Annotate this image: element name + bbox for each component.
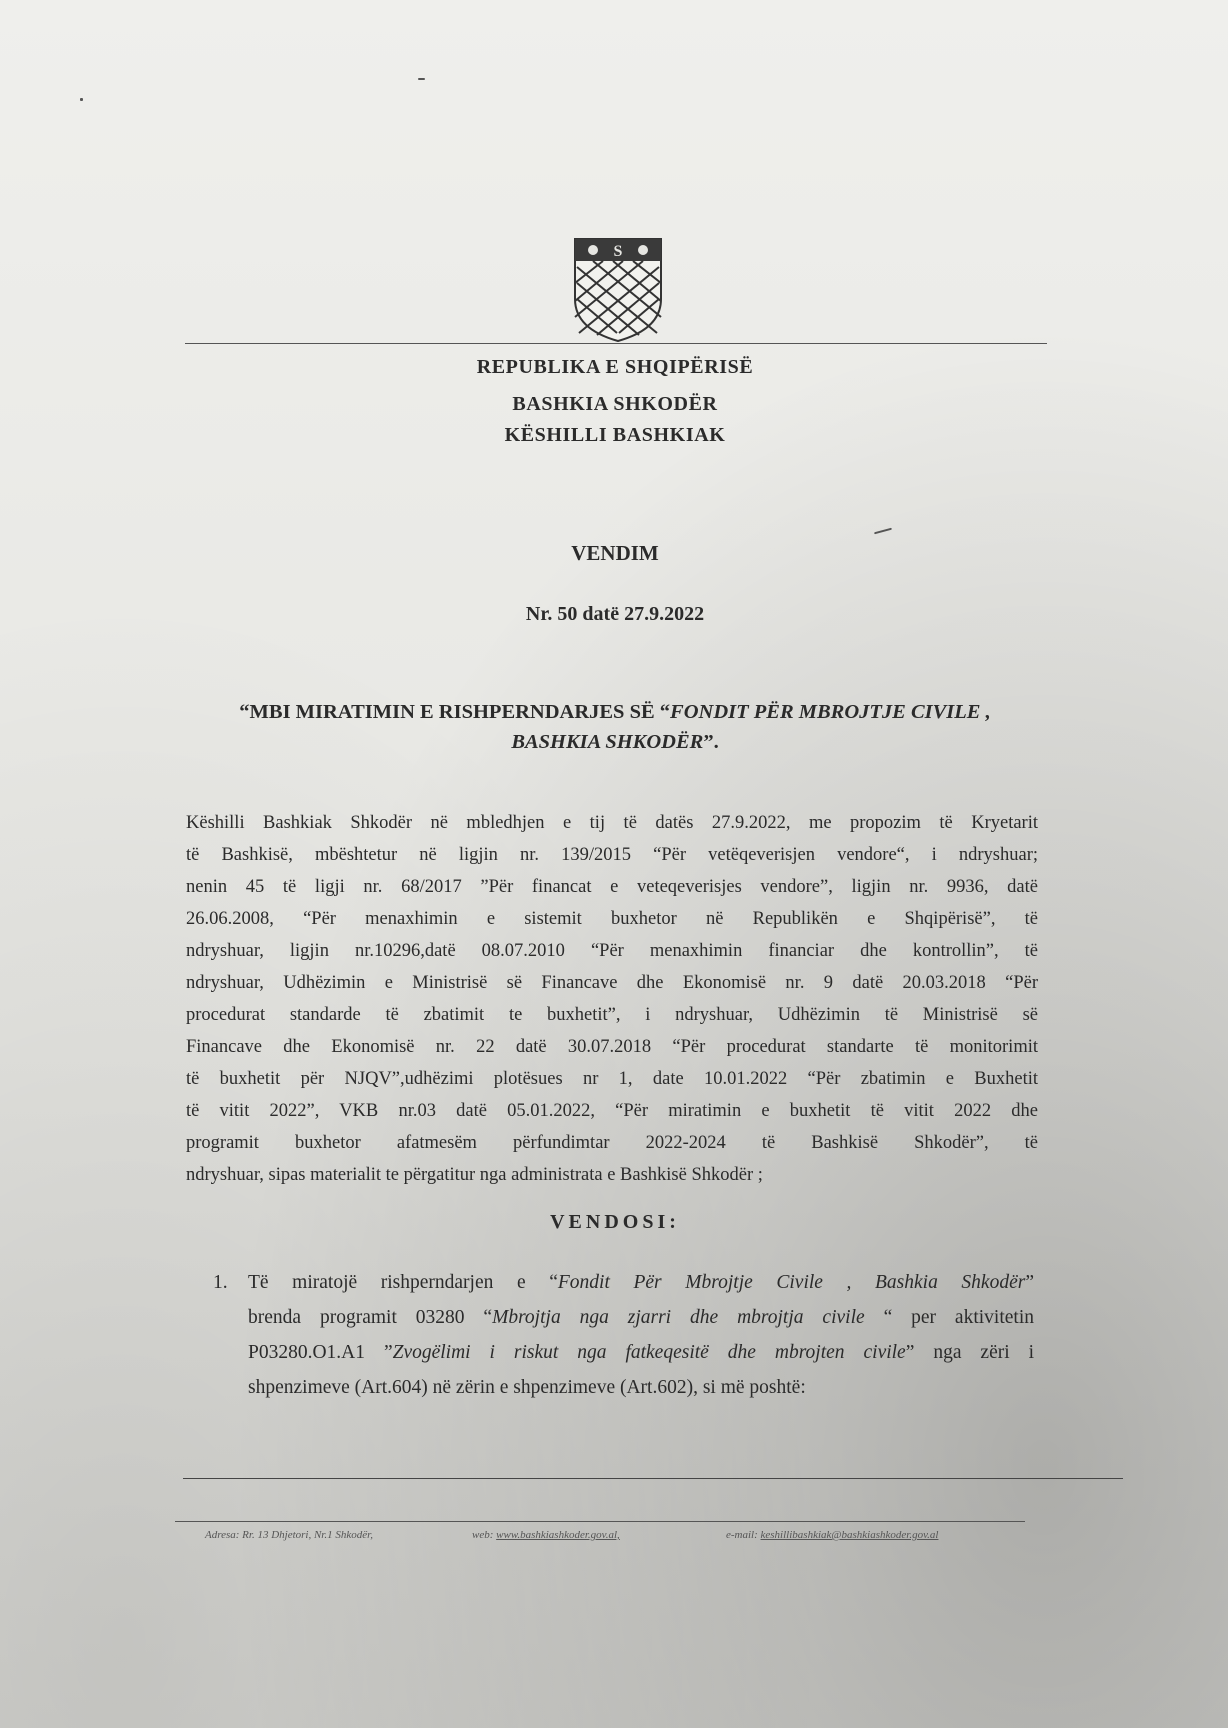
decision-title: VENDIM xyxy=(571,541,659,565)
body-line: procedurat standarde të zbatimit te buxhetit”, i ndryshuar, Udhëzimin të Ministrisë së xyxy=(186,1005,1038,1025)
body-line: të vitit 2022”, VKB nr.03 datë 05.01.2022, “Për miratimin e buxhetit të vitit 2022 dhe xyxy=(186,1101,1038,1121)
decision-number: Nr. 50 datë 27.9.2022 xyxy=(525,603,705,625)
footer-address: Adresa: Rr. 13 Dhjetori, Nr.1 Shkodër, xyxy=(205,1529,373,1541)
header-council: KËSHILLI BASHKIAK xyxy=(504,424,726,446)
item-line xyxy=(248,1307,1034,1329)
body-line: ndryshuar, ligjin nr.10296,datë 08.07.2010 “Për menaxhimin financiar dhe kontrollin”, të xyxy=(186,941,1038,961)
subject-fund-name: FONDIT PËR MBROJTJE CIVILE , xyxy=(670,701,991,723)
footer-web-link[interactable]: www.bashkiashkoder.gov.al, xyxy=(496,1529,620,1541)
footer-email-label: e-mail: xyxy=(726,1529,758,1541)
item-line xyxy=(248,1342,1034,1364)
footer-email xyxy=(726,1529,938,1541)
scan-mark xyxy=(80,98,83,101)
body-line: ndryshuar, Udhëzimin e Ministrisë së Financave dhe Ekonomisë nr. 9 datë 20.03.2018 “Për xyxy=(186,973,1038,993)
header-municipality: BASHKIA SHKODËR xyxy=(512,393,718,415)
item-line: shpenzimeve (Art.604) në zërin e shpenzimeve (Art.602), si më poshtë: xyxy=(248,1377,806,1398)
item-text: P03280.O1.A1 ” xyxy=(248,1342,393,1363)
body-line: 26.06.2008, “Për menaxhimin e sistemit buxhetor në Republikën e Shqipërisë”, të xyxy=(186,909,1038,929)
body-line: Këshilli Bashkiak Shkodër në mbledhjen e tij të datës 27.9.2022, me propozim të Kryetarit xyxy=(186,813,1038,833)
decision-subject-line1 xyxy=(175,696,1055,729)
scan-mark xyxy=(418,78,425,80)
item-text: Të miratojë rishperndarjen e “ xyxy=(248,1272,558,1293)
header-divider xyxy=(185,343,1047,344)
item-text: ” xyxy=(1025,1272,1034,1293)
subject-municipality: BASHKIA SHKODËR xyxy=(511,731,704,753)
vendosi-heading: VENDOSI: xyxy=(550,1211,680,1233)
item-activity-name: Zvogëlimi i riskut nga fatkeqesitë dhe mbrojten civile xyxy=(392,1342,906,1363)
footer-divider xyxy=(183,1478,1123,1479)
footer-divider xyxy=(175,1521,1025,1522)
item-text: ” nga zëri i xyxy=(905,1342,1034,1363)
shkoder-coat-of-arms-icon xyxy=(573,237,663,343)
body-line: të Bashkisë, mbështetur në ligjin nr. 139/2015 “Për vetëqeverisjen vendore“, i ndryshuar; xyxy=(186,845,1038,865)
header-republic: REPUBLIKA E SHQIPËRISË xyxy=(476,356,754,378)
scan-mark xyxy=(874,528,892,535)
footer-web xyxy=(472,1529,620,1541)
body-line: nenin 45 të ligji nr. 68/2017 ”Për financat e veteqeverisjes vendore”, ligjin nr. 9936, datë xyxy=(186,877,1038,897)
body-line: ndryshuar, sipas materialit te përgatitur nga administrata e Bashkisë Shkodër ; xyxy=(186,1165,763,1185)
decision-subject-line2 xyxy=(175,726,1055,759)
item-text: “ per aktivitetin xyxy=(864,1307,1034,1328)
footer-web-label: web: xyxy=(472,1529,494,1541)
item-program-name: Mbrojtja nga zjarri dhe mbrojtja civile xyxy=(492,1307,865,1328)
subject-text: “MBI MIRATIMIN E RISHPERNDARJES SË “ xyxy=(239,701,671,723)
item-text: brenda programit 03280 “ xyxy=(248,1307,493,1328)
item-fund-name: Fondit Për Mbrojtje Civile , Bashkia Shkodër xyxy=(557,1272,1026,1293)
svg-text:S: S xyxy=(613,243,623,260)
subject-end: ”. xyxy=(703,731,719,753)
item-number: 1. xyxy=(213,1272,228,1293)
item-line xyxy=(248,1272,1034,1294)
body-line: të buxhetit për NJQV”,udhëzimi plotësues nr 1, date 10.01.2022 “Për zbatimin e Buxhetit xyxy=(186,1069,1038,1089)
body-line: programit buxhetor afatmesëm përfundimtar 2022-2024 të Bashkisë Shkodër”, të xyxy=(186,1133,1038,1153)
footer-email-link[interactable]: keshillibashkiak@bashkiashkoder.gov.al xyxy=(760,1529,939,1541)
body-line: Financave dhe Ekonomisë nr. 22 datë 30.07.2018 “Për procedurat standarte të monitorimit xyxy=(186,1037,1038,1057)
